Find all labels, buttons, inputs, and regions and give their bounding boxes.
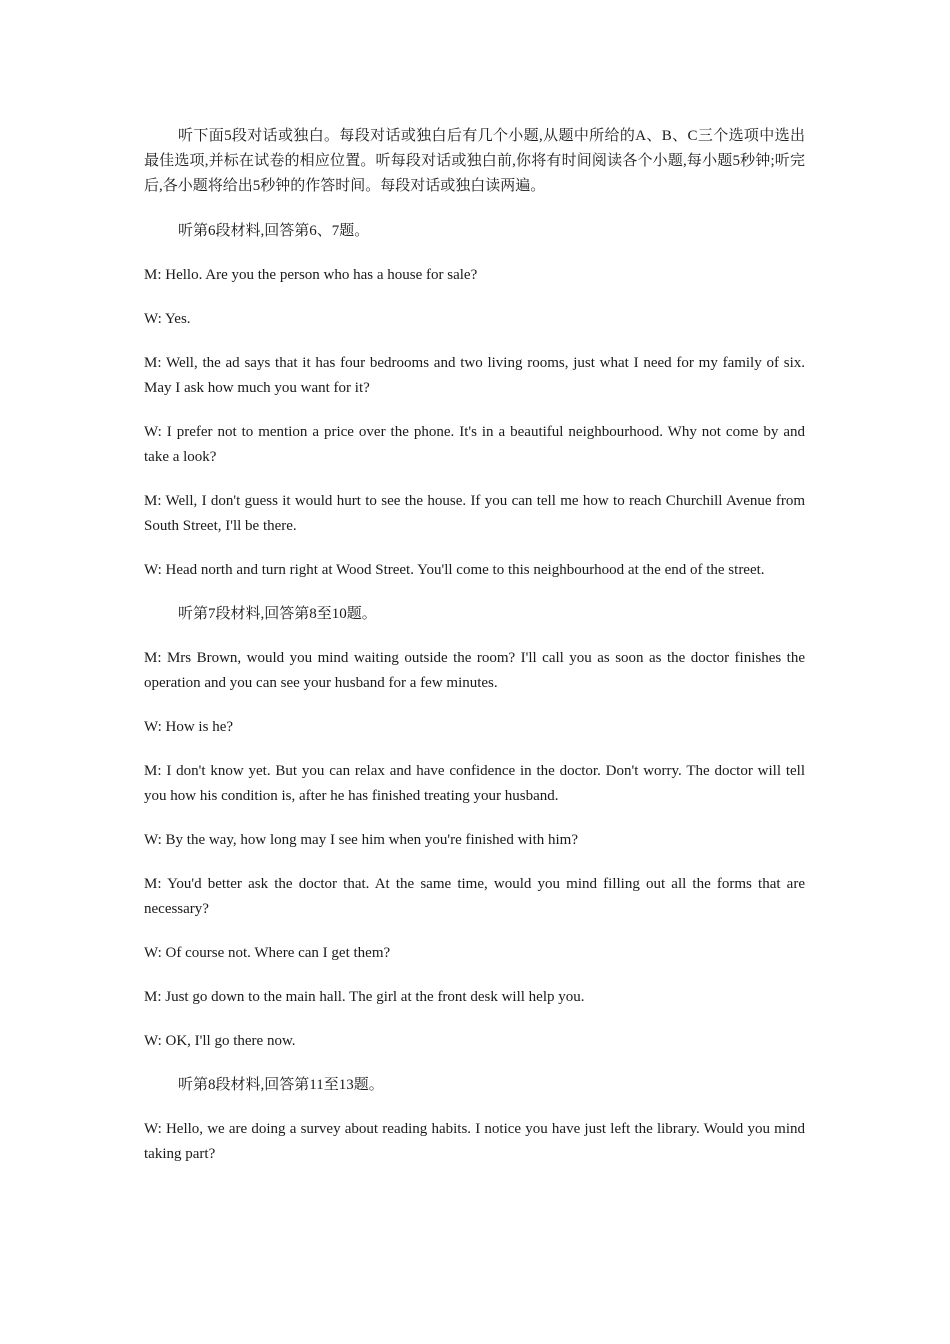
dialogue-line: M: I don't know yet. But you can relax and have confidence in the doctor. Don't worry. The doctor will tell you how his condition is, after he has finished treating your husband. bbox=[144, 763, 805, 804]
instructions: 听下面5段对话或独白。每段对话或独白后有几个小题,从题中所给的A、B、C三个选项中选出最佳选项,并标在试卷的相应位置。听每段对话或独白前,你将有时间阅读各个小题,每小题5秒钟;听完后,各小题将给出5秒钟的作答时间。每段对话或独白读两遍。 bbox=[144, 128, 805, 194]
dialogue-line: W: Of course not. Where can I get them? bbox=[144, 945, 391, 961]
document-page bbox=[144, 124, 805, 1186]
dialogue-line: W: By the way, how long may I see him when you're finished with him? bbox=[144, 832, 579, 848]
dialogue-line: W: Yes. bbox=[144, 311, 191, 327]
section-heading: 听第8段材料,回答第11至13题。 bbox=[178, 1077, 384, 1093]
dialogue-line: W: Head north and turn right at Wood Street. You'll come to this neighbourhood at the end of the street. bbox=[144, 562, 765, 578]
dialogue-line: M: Hello. Are you the person who has a house for sale? bbox=[144, 267, 478, 283]
section-heading: 听第6段材料,回答第6、7题。 bbox=[178, 223, 370, 239]
dialogue-line: W: How is he? bbox=[144, 719, 234, 735]
dialogue-line: W: I prefer not to mention a price over the phone. It's in a beautiful neighbourhood. Why not come by and take a look? bbox=[144, 424, 805, 465]
dialogue-line: W: Hello, we are doing a survey about reading habits. I notice you have just left the library. Would you mind taking part? bbox=[144, 1121, 805, 1162]
section-heading: 听第7段材料,回答第8至10题。 bbox=[178, 606, 377, 622]
dialogue-line: M: Just go down to the main hall. The girl at the front desk will help you. bbox=[144, 989, 585, 1005]
dialogue-line: M: Mrs Brown, would you mind waiting outside the room? I'll call you as soon as the doctor finishes the operation and you can see your husband for a few minutes. bbox=[144, 650, 805, 691]
dialogue-line: M: Well, I don't guess it would hurt to see the house. If you can tell me how to reach Churchill Avenue from South Street, I'll be there. bbox=[144, 493, 805, 534]
dialogue-line: M: You'd better ask the doctor that. At the same time, would you mind filling out all the forms that are necessary? bbox=[144, 876, 805, 917]
dialogue-line: M: Well, the ad says that it has four bedrooms and two living rooms, just what I need for my family of six. May I ask how much you want for it? bbox=[144, 355, 805, 396]
dialogue-line: W: OK, I'll go there now. bbox=[144, 1033, 296, 1049]
